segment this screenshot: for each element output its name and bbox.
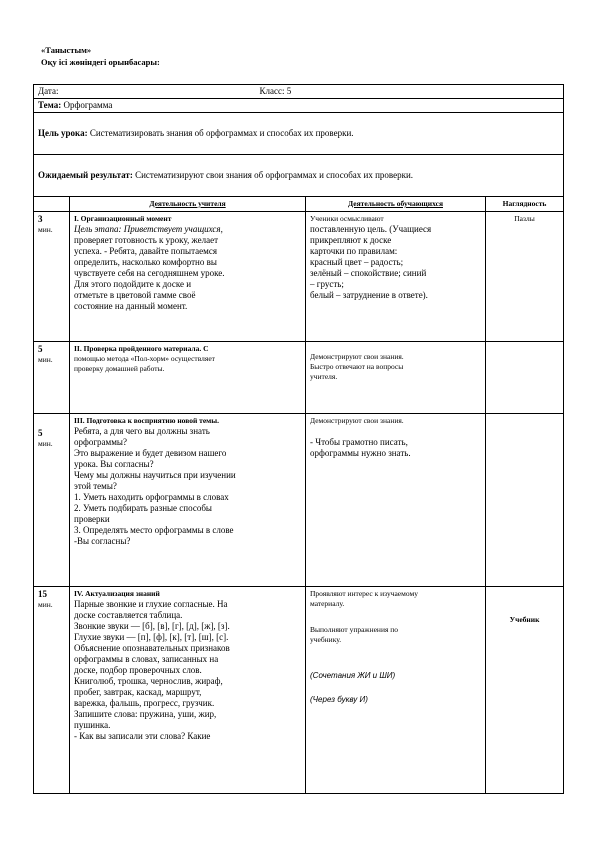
goal-label: Цель урока: [38, 128, 88, 138]
stage-title: I. Организационный момент [74, 214, 172, 223]
visual-aid: Пазлы [486, 212, 564, 342]
stage-title: II. Проверка пройденного материала. С [74, 344, 209, 353]
lesson-plan-table [33, 84, 564, 794]
goal-row [34, 113, 564, 155]
students-activity: Демонстрируют свои знания. - Чтобы грамотно писать, орфограммы нужно знать. [306, 414, 486, 587]
topic-label: Тема: [38, 100, 62, 110]
teacher-activity: I. Организационный момент Цель этапа: Приветствует учащихся, проверяет готовность к уроку, желает успеха. - Ребята, давайте попытаемся определить, насколько комфортно вы чувствуете себя на сегодняшнем уроке. Для этого подойдите к доске и отметьте в цветовой гамме своё состояние на данный момент. [70, 212, 306, 342]
date-class-row [34, 85, 564, 99]
students-activity: Демонстрируют свои знания. Быстро отвечают на вопросы учителя. [306, 342, 486, 414]
stage-time: 5 мин. [34, 414, 70, 587]
visual-column-header: Наглядность [486, 197, 564, 212]
stage-title: III. Подготовка к восприятию новой темы. [74, 416, 220, 425]
students-column-header: Деятельность обучающихся [306, 197, 486, 212]
date-label: Дата: [38, 86, 59, 96]
approved-by: Оқу ісі жөніндегі орынбасары: [41, 57, 160, 67]
students-activity: Ученики осмысливают поставленную цель. (Учащиеся прикрепляют к доске карточки по правилам: красный цвет – радость; зелёный – спокойствие; синий – грусть; белый – затруднение в ответе). [306, 212, 486, 342]
teacher-activity: II. Проверка пройденного материала. С помощью метода «Пол-хорм» осуществляет проверку домашней работы. [70, 342, 306, 414]
approval-block [41, 44, 160, 68]
result-value: Систематизируют свои знания об орфограммах и способах их проверки. [135, 170, 414, 180]
stage-title: IV. Актуализация знаний [74, 589, 160, 598]
visual-aid [486, 414, 564, 587]
visual-aid [486, 342, 564, 414]
teacher-activity: IV. Актуализация знаний Парные звонкие и глухие согласные. На доске составляется таблица. Звонкие звуки — [б], [в], [г], [д], [ж], [з]. Глухие звуки — [п], [ф], [к], [т], [ш], [с]. Объяснение опознавательных признаков орфограммы в словах, записанных на доске, подбор проверочных слов. Книголюб, трошка, чернослив, жираф, пробег, завтрак, каскад, маршрут, варежка, фальшь, прогресс, грузчик. Запишите слова: пружина, уши, жир, пушинка. - Как вы записали эти слова? Какие [70, 587, 306, 794]
student-note: (Сочетания ЖИ и ШИ) [310, 671, 396, 680]
topic-value: Орфограмма [63, 100, 113, 110]
stage-row [34, 587, 564, 794]
result-label: Ожидаемый результат: [38, 170, 133, 180]
result-row [34, 155, 564, 197]
class-label: Класс: 5 [259, 86, 292, 96]
stage-row [34, 414, 564, 587]
students-activity: Проявляют интерес к изучаемому материалу. Выполняют упражнения по учебнику. (Сочетания ЖИ и ШИ) (Через букву И) [306, 587, 486, 794]
student-note: (Через букву И) [310, 695, 368, 704]
stage-time: 3 мин. [34, 212, 70, 342]
time-header [34, 197, 70, 212]
teacher-activity: III. Подготовка к восприятию новой темы. Ребята, а для чего вы должны знать орфограммы? Это выражение и будет девизом нашего урока. Вы согласны? Чему мы должны научиться при изучении этой темы? 1. Уметь находить орфограммы в словах 2. Уметь подбирать разные способы проверки 3. Определять место орфограммы в слове -Вы согласны? [70, 414, 306, 587]
goal-value: Систематизировать знания об орфограммах и способах их проверки. [89, 128, 354, 138]
topic-row [34, 99, 564, 113]
stage-row [34, 342, 564, 414]
stage-time: 15 мин. [34, 587, 70, 794]
teacher-column-header: Деятельность учителя [70, 197, 306, 212]
stage-time: 5 мин. [34, 342, 70, 414]
approved-line: «Таныстым» [41, 45, 92, 55]
stage-row [34, 212, 564, 342]
visual-aid: Учебник [486, 587, 564, 794]
